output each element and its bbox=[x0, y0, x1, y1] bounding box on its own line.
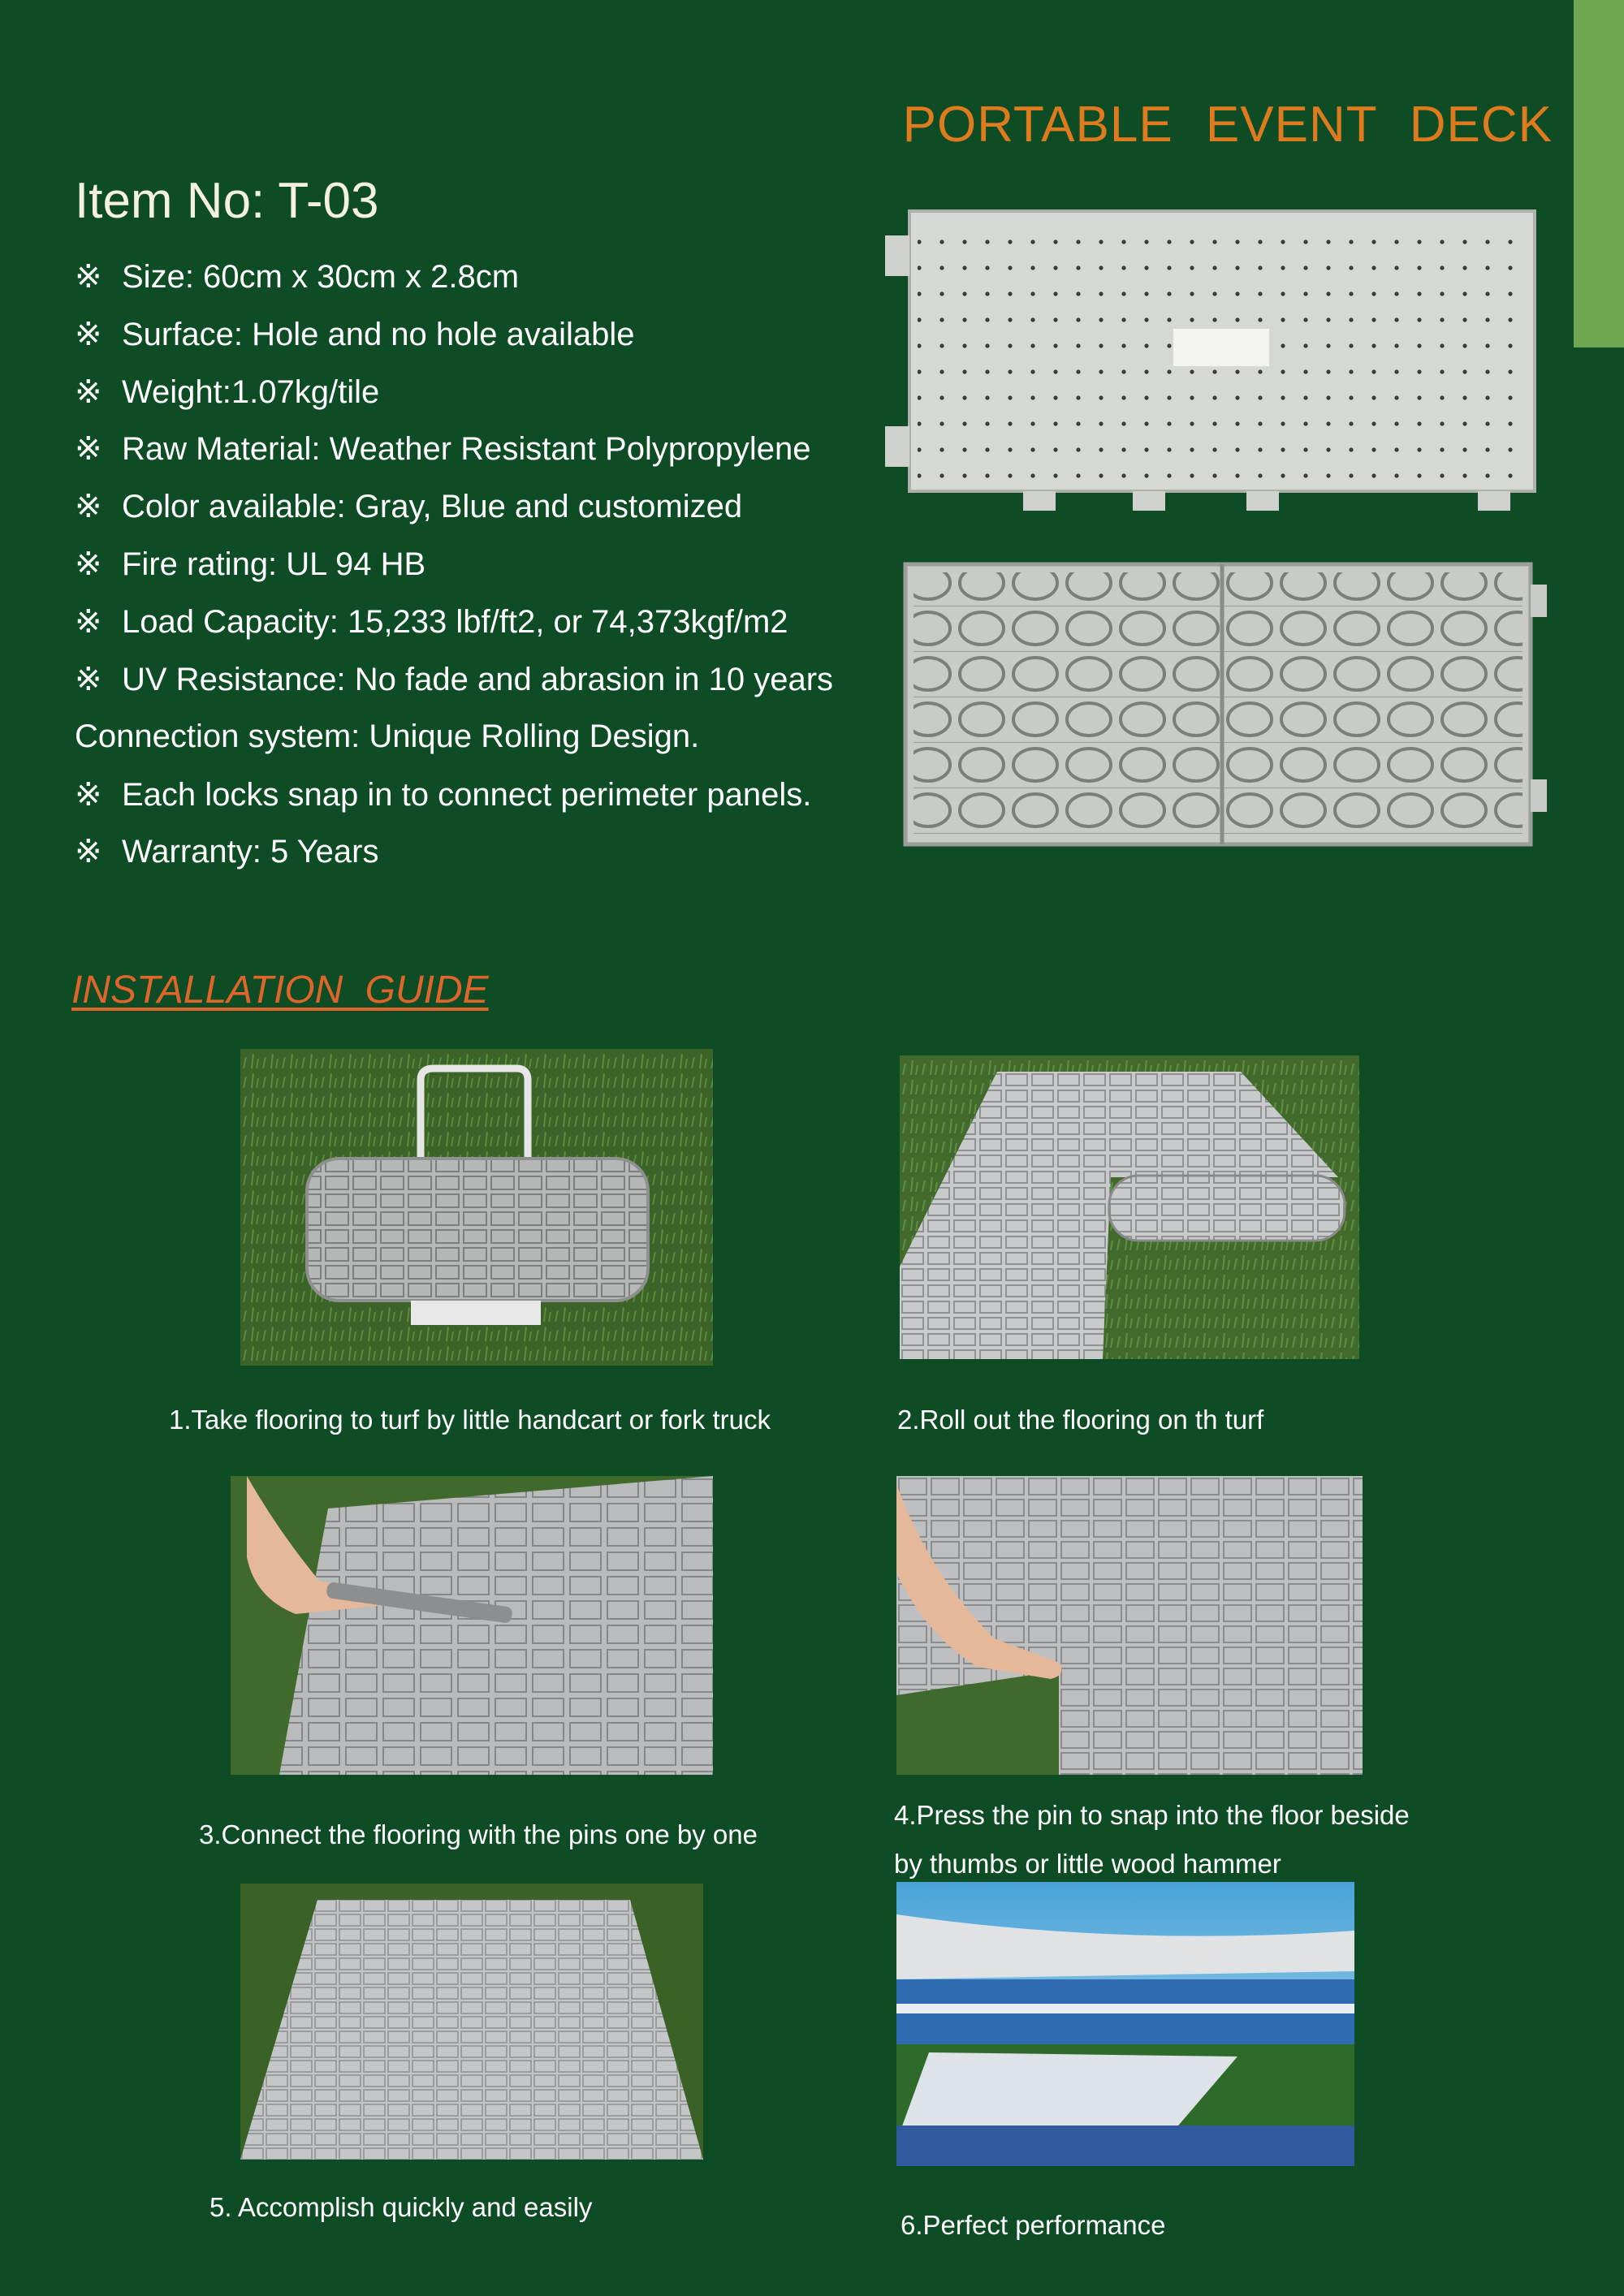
step1-photo bbox=[240, 1049, 713, 1366]
spec-bullet: ※ bbox=[75, 489, 102, 524]
spec-text: Weight:1.07kg/tile bbox=[122, 374, 380, 410]
spec-text: Load Capacity: 15,233 lbf/ft2, or 74,373kgf/m2 bbox=[122, 604, 788, 640]
step2-caption: 2.Roll out the flooring on th turf bbox=[897, 1405, 1264, 1435]
spec-fire-rating bbox=[75, 546, 425, 583]
spec-text: Surface: Hole and no hole available bbox=[122, 317, 635, 352]
spec-connection bbox=[75, 719, 699, 755]
side-tab-decoration bbox=[1574, 0, 1624, 347]
spec-bullet: ※ bbox=[75, 777, 102, 813]
step3-photo bbox=[231, 1476, 713, 1775]
installation-guide-title: INSTALLATION GUIDE bbox=[71, 969, 489, 1012]
spec-text: Warranty: 5 Years bbox=[122, 834, 379, 870]
spec-bullet: ※ bbox=[75, 374, 102, 410]
spec-text: Fire rating: UL 94 HB bbox=[122, 546, 426, 582]
spec-color bbox=[75, 488, 742, 525]
spec-bullet: ※ bbox=[75, 604, 102, 640]
spec-text: Raw Material: Weather Resistant Polypropylene bbox=[122, 431, 811, 467]
spec-bullet: ※ bbox=[75, 431, 102, 467]
step1-caption: 1.Take flooring to turf by little handcart or fork truck bbox=[169, 1405, 771, 1435]
spec-warranty bbox=[75, 833, 378, 870]
step4-caption-line2: by thumbs or little wood hammer bbox=[894, 1849, 1281, 1879]
spec-text: Connection system: Unique Rolling Design. bbox=[75, 719, 700, 754]
step5-caption: 5. Accomplish quickly and easily bbox=[209, 2192, 593, 2222]
tile-top-image bbox=[885, 203, 1543, 520]
step4-photo bbox=[896, 1476, 1363, 1775]
spec-locks bbox=[75, 776, 811, 814]
spec-bullet: ※ bbox=[75, 317, 102, 352]
tile-bottom-image bbox=[901, 560, 1551, 861]
spec-bullet: ※ bbox=[75, 662, 102, 697]
spec-text: Color available: Gray, Blue and customized bbox=[122, 489, 743, 524]
spec-text: UV Resistance: No fade and abrasion in 10 years bbox=[122, 662, 834, 697]
spec-text: Each locks snap in to connect perimeter panels. bbox=[122, 777, 812, 813]
spec-weight bbox=[75, 373, 379, 411]
step3-caption: 3.Connect the flooring with the pins one by one bbox=[199, 1819, 758, 1849]
page-title: PORTABLE EVENT DECK bbox=[902, 97, 1553, 153]
spec-uv-resistance bbox=[75, 661, 833, 698]
spec-size bbox=[75, 258, 519, 296]
step4-caption: 4.Press the pin to snap into the floor beside bbox=[894, 1800, 1410, 1830]
spec-bullet: ※ bbox=[75, 259, 102, 295]
spec-load-capacity bbox=[75, 603, 788, 641]
spec-surface bbox=[75, 316, 635, 353]
step6-caption: 6.Perfect performance bbox=[901, 2210, 1166, 2240]
spec-bullet: ※ bbox=[75, 546, 102, 582]
item-number: Item No: T-03 bbox=[75, 173, 379, 229]
step5-photo bbox=[240, 1884, 703, 2160]
step6-photo bbox=[896, 1882, 1354, 2166]
step2-photo bbox=[900, 1055, 1359, 1359]
spec-text: Size: 60cm x 30cm x 2.8cm bbox=[122, 259, 520, 295]
spec-material bbox=[75, 430, 811, 468]
spec-bullet: ※ bbox=[75, 834, 102, 870]
